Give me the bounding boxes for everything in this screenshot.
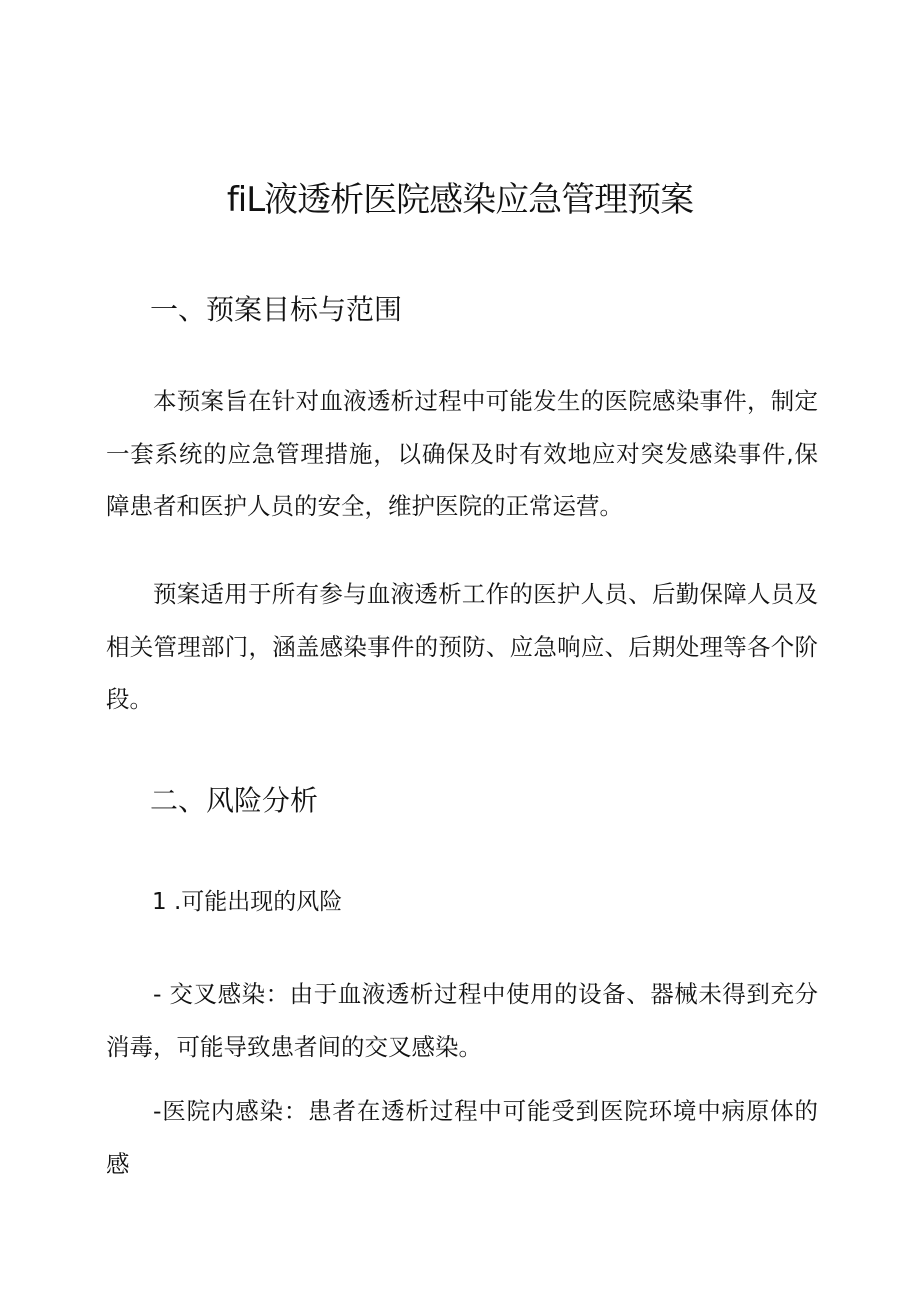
bullet-cross-infection: - 交叉感染：由于血液透析过程中使用的设备、器械未得到充分消毒，可能导致患者间的交叉感染。 [106,980,818,1061]
section-heading-risk-analysis: 二、风险分析 [150,784,319,817]
paragraph-purpose: 本预案旨在针对血液透析过程中可能发生的医院感染事件，制定一套系统的应急管理措施，以确保及时有效地应对突发感染事件,保障患者和医护人员的安全，维护医院的正常运营。 [106,387,818,520]
bullet-hospital-infection: -医院内感染：患者在透析过程中可能受到医院环境中病原体的感 [106,1097,818,1178]
subheading-possible-risks: 1 .可能出现的风险 [152,889,343,915]
document-title: fiL液透析医院感染应急管理预案 [226,180,694,220]
section-heading-goals-scope: 一、预案目标与范围 [150,293,403,326]
paragraph-scope: 预案适用于所有参与血液透析工作的医护人员、后勤保障人员及相关管理部门，涵盖感染事件的预防、应急响应、后期处理等各个阶段。 [106,580,818,713]
